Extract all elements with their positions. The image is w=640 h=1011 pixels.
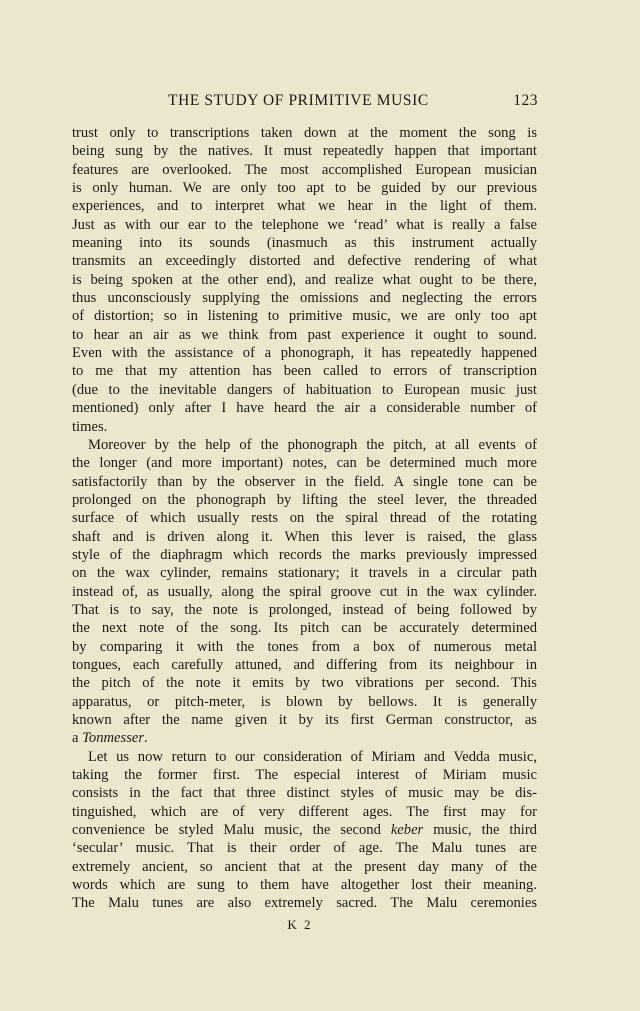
text-line: (due to the inevitable dangers of habituation to European music just [72, 381, 537, 398]
text-line: to me that my attention has been called to errors of transcription [72, 363, 537, 380]
text-line: on the wax cylinder, remains stationary; it travels in a circular path [72, 565, 537, 582]
text-line: shaft and is driven along it. When this lever is raised, the glass [72, 528, 537, 545]
text-line-with-italic [72, 729, 537, 747]
text-line: That is to say, the note is prolonged, instead of being followed by [72, 601, 537, 618]
text-line: experiences, and to interpret what we hear in the light of them. [72, 198, 537, 215]
italic-term-keber: keber [390, 822, 424, 839]
text-line: meaning into its sounds (inasmuch as this instrument actually [72, 235, 537, 252]
text-fragment: music, the third [423, 822, 537, 839]
italic-term-tonmesser: Tonmesser [82, 730, 145, 747]
text-line: the pitch of the note it emits by two vibrations per second. This [72, 675, 537, 692]
text-line: to hear an air as we think from past experience it ought to sound. [72, 326, 537, 343]
text-line: Even with the assistance of a phonograph, it has repeatedly happened [72, 345, 537, 362]
signature-mark: K 2 [287, 917, 313, 932]
text-line: taking the former first. The especial interest of Miriam music [72, 767, 537, 784]
text-fragment: convenience be styled Malu music, the second [72, 822, 391, 839]
page-number: 123 [513, 92, 538, 109]
text-line: words which are sung to them have altogether lost their meaning. [72, 877, 537, 894]
text-line: tongues, each carefully attuned, and differing from its neighbour in [72, 656, 537, 673]
running-head: THE STUDY OF PRIMITIVE MUSIC [168, 92, 429, 109]
text-line: features are overlooked. The most accomplished European musician [72, 161, 537, 178]
paragraph-start-line: Moreover by the help of the phonograph the pitch, at all events of [88, 436, 537, 453]
text-line: is being spoken at the other end), and realize what ought to be there, [72, 271, 537, 288]
text-line: style of the diaphragm which records the marks previously impressed [72, 546, 537, 563]
text-line: the next note of the song. Its pitch can be accurately determined [72, 620, 537, 637]
text-line: apparatus, or pitch-meter, is blown by bellows. It is generally [72, 693, 537, 710]
text-line: ‘secular’ music. That is their order of age. The Malu tunes are [72, 840, 537, 857]
text-line: mentioned) only after I have heard the air a considerable number of [72, 400, 537, 417]
text-line: instead of, as usually, along the spiral groove cut in the wax cylinder. [72, 583, 537, 600]
text-line: transmits an exceedingly distorted and defective rendering of what [72, 253, 537, 270]
text-fragment: a [72, 730, 83, 747]
text-line: thus unconsciously supplying the omissions and neglecting the errors [72, 290, 537, 307]
text-line: surface of which usually rests on the spiral thread of the rotating [72, 510, 537, 527]
text-line: the longer (and more important) notes, can be determined much more [72, 455, 537, 472]
paragraph-start-line: Let us now return to our consideration of Miriam and Vedda music, [88, 748, 537, 765]
text-fragment: . [144, 730, 148, 747]
text-line: of distortion; so in listening to primitive music, we are only too apt [72, 308, 537, 325]
text-line: prolonged on the phonograph by lifting the steel lever, the threaded [72, 491, 537, 508]
text-line: satisfactorily than by the observer in the field. A single tone can be [72, 473, 537, 490]
text-line: extremely ancient, so ancient that at the present day many of the [72, 858, 537, 875]
body-text [72, 124, 537, 913]
text-line: The Malu tunes are also extremely sacred. The Malu ceremonies [72, 895, 537, 912]
page-header [72, 92, 540, 112]
text-line: consists in the fact that three distinct styles of music may be dis- [72, 785, 537, 802]
text-line: by comparing it with the tones from a box of numerous metal [72, 638, 537, 655]
text-line: Just as with our ear to the telephone we ‘read’ what is really a false [72, 216, 537, 233]
text-line: known after the name given it by its first German constructor, as [72, 712, 537, 728]
text-line-with-italic [72, 821, 537, 839]
text-line: being sung by the natives. It must repeatedly happen that important [72, 143, 537, 160]
text-line: is only human. We are only too apt to be guided by our previous [72, 180, 537, 197]
text-line: times. [72, 418, 108, 435]
text-line: trust only to transcriptions taken down at the moment the song is [72, 125, 537, 141]
text-line: tinguished, which are of very different ages. The first may for [72, 803, 537, 820]
